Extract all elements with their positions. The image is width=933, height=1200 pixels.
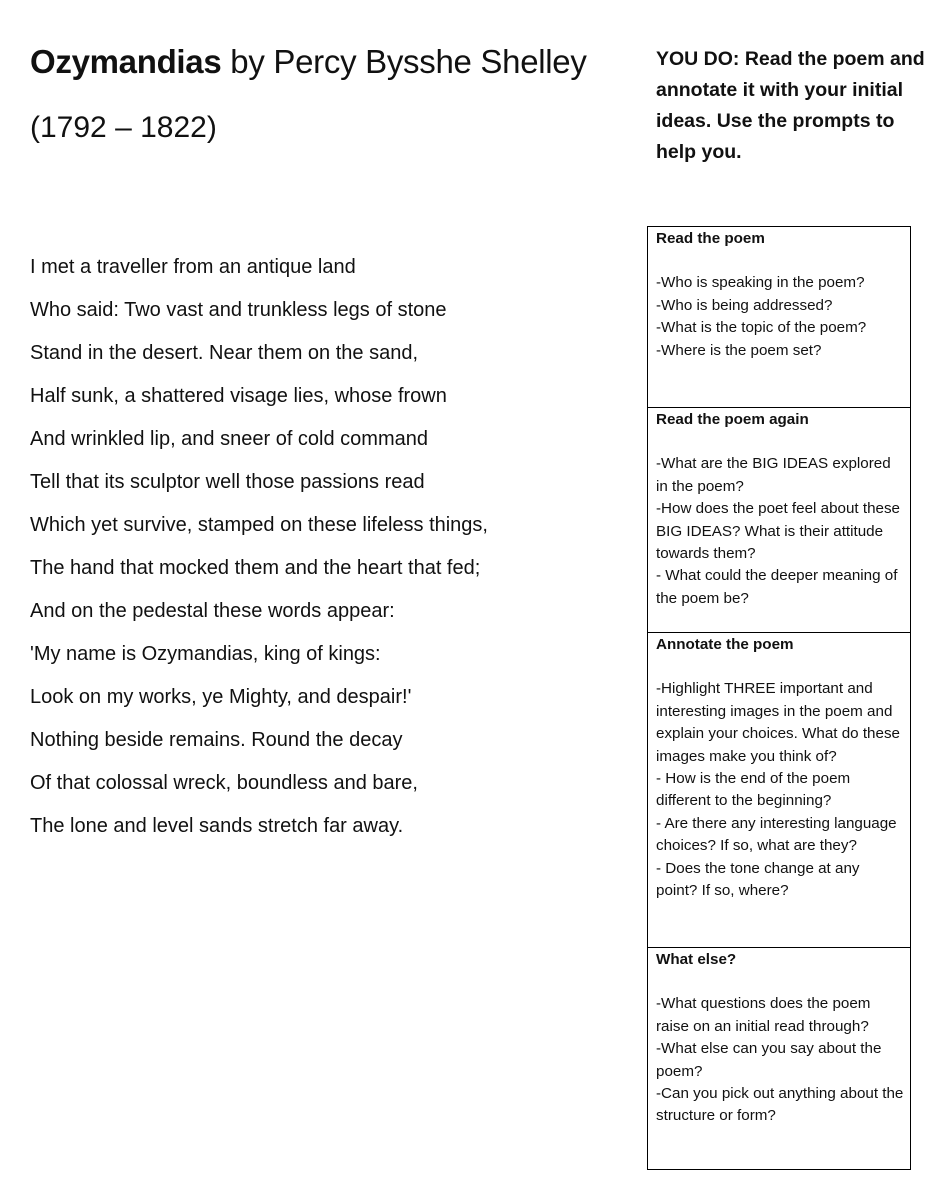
prompt-item: -What questions does the poem raise on an initial read through?	[656, 995, 871, 1035]
prompt-item: -What are the BIG IDEAS explored in the poem?	[656, 455, 891, 495]
poet-dates: (1792 – 1822)	[30, 111, 217, 144]
prompts-table	[647, 226, 911, 1170]
prompt-box-annotate	[648, 632, 910, 947]
prompt-box-what-else	[648, 947, 910, 1169]
prompt-item: -Highlight THREE important and interesting images in the poem and explain your choices. What do these images make you think of?	[656, 680, 900, 765]
poem-line: Stand in the desert. Near them on the sand,	[30, 342, 419, 364]
poem-line: 'My name is Ozymandias, king of kings:	[30, 643, 381, 665]
poem-line: Tell that its sculptor well those passions read	[30, 471, 425, 493]
poem-line: Nothing beside remains. Round the decay	[30, 729, 403, 751]
prompt-item: -What is the topic of the poem?	[656, 319, 867, 337]
prompt-item: -Where is the poem set?	[656, 341, 822, 359]
task-instruction: YOU DO: Read the poem and annotate it with your initial ideas. Use the prompts to help you.	[656, 48, 925, 163]
poet-byline: by Percy Bysshe Shelley	[230, 43, 587, 80]
prompt-heading: Read the poem	[656, 230, 765, 247]
poem-line: Who said: Two vast and trunkless legs of stone	[30, 299, 447, 321]
prompt-item: -Who is being addressed?	[656, 296, 833, 314]
prompt-box-read	[648, 227, 910, 407]
poem-line: The lone and level sands stretch far away.	[30, 815, 404, 837]
prompt-item: -How does the poet feel about these BIG IDEAS? What is their attitude towards them?	[656, 500, 901, 563]
poem-line: Look on my works, ye Mighty, and despair!'	[30, 686, 412, 708]
poem-line: Which yet survive, stamped on these lifeless things,	[30, 514, 488, 536]
prompt-box-read-again	[648, 407, 910, 632]
prompt-item: - Does the tone change at any point? If so, where?	[656, 859, 860, 900]
prompt-item: - Are there any interesting language choices? If so, what are they?	[656, 814, 897, 855]
prompt-heading: What else?	[656, 951, 737, 968]
poem-line: Half sunk, a shattered visage lies, whose frown	[30, 385, 447, 407]
prompt-item: - What could the deeper meaning of the poem be?	[656, 567, 898, 607]
poem-line: Of that colossal wreck, boundless and bare,	[30, 772, 418, 794]
prompt-heading: Read the poem again	[656, 411, 809, 428]
poem-line: And wrinkled lip, and sneer of cold command	[30, 428, 428, 450]
poem-line: And on the pedestal these words appear:	[30, 600, 395, 622]
worksheet-title	[30, 38, 587, 86]
poem-line: The hand that mocked them and the heart that fed;	[30, 557, 481, 579]
poem-text	[30, 246, 488, 848]
prompt-item: -Who is speaking in the poem?	[656, 274, 865, 292]
prompt-item: - How is the end of the poem different to the beginning?	[656, 770, 851, 810]
prompt-item: -What else can you say about the poem?	[656, 1040, 882, 1080]
poem-title: Ozymandias	[30, 43, 222, 80]
prompt-item: -Can you pick out anything about the structure or form?	[656, 1085, 904, 1125]
poem-line: I met a traveller from an antique land	[30, 256, 356, 278]
prompt-heading: Annotate the poem	[656, 636, 794, 653]
